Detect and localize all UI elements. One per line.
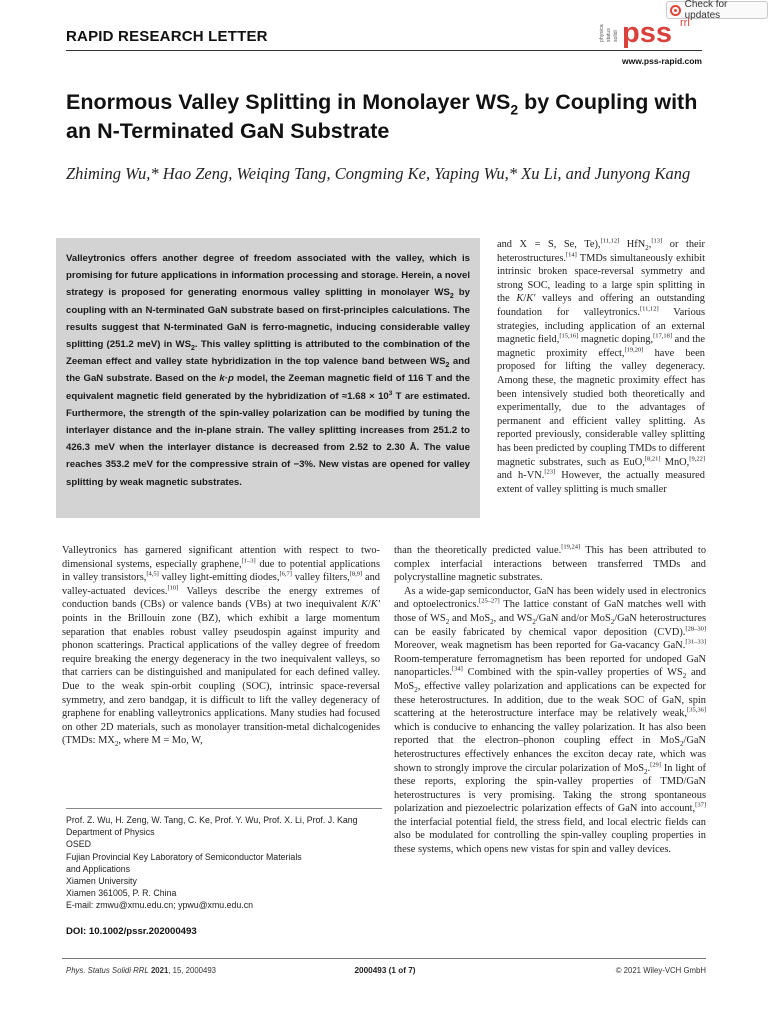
affiliation-line: Department of Physics: [66, 827, 155, 838]
author-affiliation: [66, 814, 386, 912]
body-column-right-upper: [497, 238, 705, 496]
footer-journal: Phys. Status Solidi RRL: [66, 966, 149, 975]
check-updates-label: Check for updates: [684, 0, 728, 21]
logo-side-solidi: solidi: [613, 30, 619, 42]
body-paragraph: than the theoretically predicted value.[19,24] This has been attributed to complex interfacial interactions between transferred TMDs and polycrystalline magnetic substrates.: [394, 543, 707, 584]
body-paragraph: As a wide-gap semiconductor, GaN has been widely used in electronics and optoelectronics.[25–27] The lattice constant of GaN matches well with those of $WS_2$ and MoS$_2$, and $WS_2$/GaN and/or MoS$_2$/GaN heterostructures can be easily fabricated by chemical vapor deposition (CVD).[28–30] Moreover, weak magnetism has been reported for Ga-vacancy GaN.[31–33] Room-temperature ferromagnetism has been reported for undoped GaN nanoparticles.[34] Combined with the spin-valley properties of $WS_2$ and MoS$_2$, effective valley polarization and applications can be expected for these heterostructures. In addition, due to the weak SOC of GaN, spin scattering at the heterostructure interface may be relatively weak,[35,36] which is conducive to enhancing the valley polarization. It has also been reported that the electron–phonon coupling effect in MoS$_2$/GaN heterostructures effectively enhances the exciton decay rate, which was shown to strongly improve the circular polarization of MoS$_2$.[29] In light of these reports, exploring the spin-valley properties of TMD/GaN heterostructures is very promising. Taking the strong spontaneous polarization and piezoelectric polarization effects of GaN into account,[37] the interfacial potential field, the stress field, and local electric fields can also be modulated for controlling the spin-valley coupling properties in these systems, which opens new vistas for spin and valley devices.: [394, 585, 706, 856]
footer-volume: , 15, 2000493: [168, 966, 217, 975]
affiliation-divider: [66, 808, 382, 809]
article-authors: Zhiming Wu,* Hao Zeng, Weiqing Tang, Congming Ke, Yaping Wu,* Xu Li, and Junyong Kang: [66, 164, 691, 183]
logo-side-status: status: [606, 28, 612, 42]
article-title: Enormous Valley Splitting in Monolayer $WS_2$ by Coupling with an N-Terminated GaN Substrate: [66, 90, 698, 143]
logo-rrl-text: rrl: [680, 17, 690, 29]
affiliation-line: Xiamen University: [66, 876, 137, 887]
footer-page-number: 2000493 (1 of 7): [354, 966, 416, 975]
journal-url[interactable]: www.pss-rapid.com: [622, 56, 702, 66]
affiliation-email[interactable]: E-mail: zmwu@xmu.edu.cn; ypwu@xmu.edu.cn: [66, 900, 254, 911]
footer-citation: [66, 966, 216, 975]
affiliation-line: Prof. Z. Wu, H. Zeng, W. Tang, C. Ke, Prof. Y. Wu, Prof. X. Li, Prof. J. Kang: [66, 815, 358, 825]
body-paragraph: and X = S, Se, Te),[11,12] HfN$_2$,[13] or their heterostructures.[14] TMDs simultaneously exhibit intrinsic broken space-reversal symmetry and strong SOC, leading to a large spin splitting in the K/K′ valleys and offering an outstanding foundation for valleytronics.[11,12] Various strategies, including application of an external magnetic field,[15,16] magnetic doping,[17,18] and the magnetic proximity effect,[19,20] have been proposed for lifting the valley degeneracy. Among these, the magnetic proximity effect has been intensively studied both theoretically and experimentally, due to the advantages of permanent and efficient valley splitting. As reported previously, considerable valley splitting has been predicted by coupling TMDs to different magnetic substrates, such as EuO,[8,21] MnO,[9,22] and h-VN.[23] However, the actually measured extent of valley splitting is much smaller: [497, 237, 705, 495]
article-doi[interactable]: DOI: 10.1002/pssr.202000493: [66, 926, 197, 937]
logo-pss-text: pss: [622, 17, 672, 49]
pss-rrl-logo: [600, 12, 702, 52]
logo-side-physica: physica: [599, 24, 605, 42]
body-column-left: [62, 544, 380, 748]
affiliation-line: OSED: [66, 839, 91, 850]
footer-divider: [62, 958, 706, 959]
body-paragraph: Valleytronics has garnered significant attention with respect to two-dimensional systems, especially graphene,[1–3] due to potential applications in valley transistors,[4,5] valley light-emitting diodes,[6,7] valley filters,[8,9] and valley-actuated devices.[10] Valleys describe the energy extremes of conduction bands (CBs) or valence bands (VBs) at two inequivalent K/K′ points in the Brillouin zone (BZ), which exhibit a large momentum separation that enables robust valley pseudospin against impurity and phonon scatterings. Practical applications of the valley degree of freedom require breaking the energy degeneracy in the two inequivalent valleys, so that carriers can be distinguished and manipulated for each defined valley. Due to the weak spin-orbit coupling (SOC), intrinsic space-reversal symmetry, and zero bandgap, it is difficult to lift the valley degeneracy of graphene for enabling valleytronics applications. Many studies had focused on other 2D materials, such as monolayer transition-metal dichalcogenides (TMDs: $MX_2$, where M = Mo, W,: [62, 545, 380, 749]
affiliation-line: Xiamen 361005, P. R. China: [66, 888, 177, 899]
affiliation-line: Fujian Provincial Key Laboratory of Semiconductor Materials: [66, 851, 302, 862]
article-abstract: Valleytronics offers another degree of freedom associated with the valley, which is promising for future applications in information processing and storage. Herein, a novel strategy is proposed for generating enormous valley splitting in monolayer $WS_2$ by coupling with an N-terminated GaN substrate based on first-principles calculations. The results suggest that N-terminated GaN is ferro-magnetic, inducing considerable valley splitting (251.2 meV) in $WS_2$. This valley splitting is attributed to the combination of the Zeeman effect and valley state hybridization in the top valence band between $WS_2$ and the GaN substrate. Based on the k·p model, the Zeeman magnetic field of 116 T and the equivalent magnetic field generated by the hybridization of $\approx 1.68 \times 10^3$ T are estimated. Furthermore, the strength of the spin-valley polarization can be modified by tuning the interlayer distance and the in-plane strain. The valley splitting increases from 251.2 to 426.3 meV when the interlayer distance is decreased from 2.52 to 2.30 Å. The value reaches 353.2 meV for the compressive strain of −3%. New vistas are opened for valley splitting by weak magnetic substrates.: [66, 253, 471, 488]
affiliation-line: and Applications: [66, 863, 131, 874]
body-column-right-lower: [394, 544, 706, 857]
footer-year: 2021: [150, 966, 169, 975]
article-type-label: RAPID RESEARCH LETTER: [66, 28, 268, 45]
footer-copyright: © 2021 Wiley-VCH GmbH: [615, 966, 706, 975]
